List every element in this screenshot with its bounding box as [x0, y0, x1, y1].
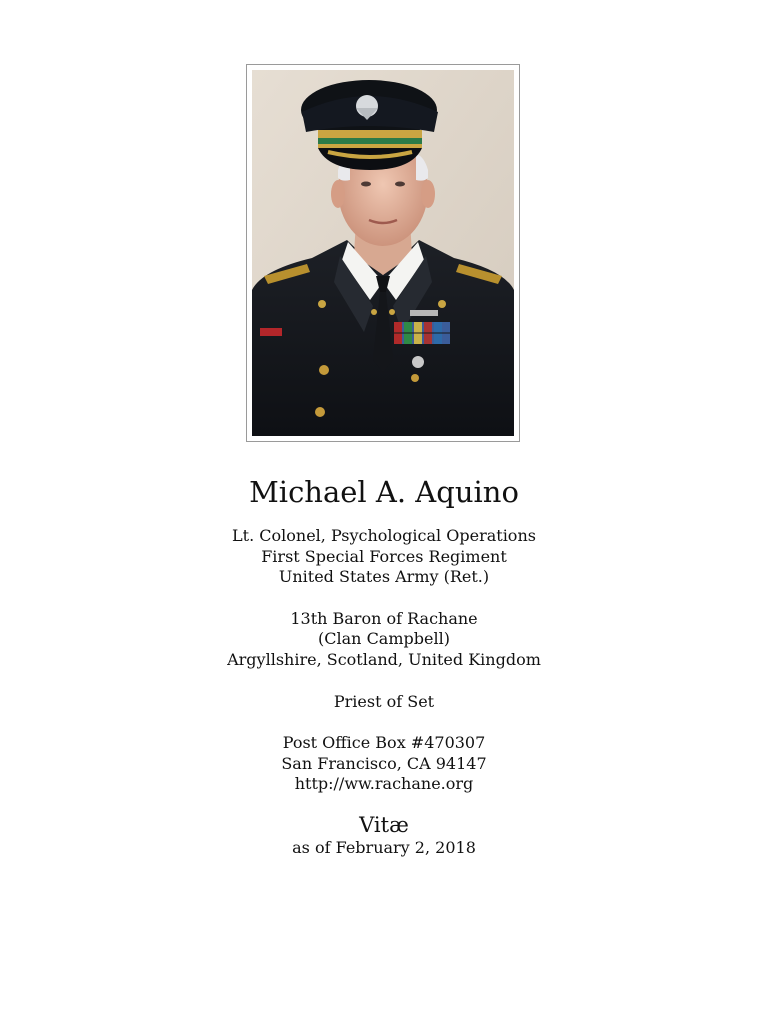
vitae-block: [0, 812, 768, 858]
role-line: Priest of Set: [333, 691, 435, 711]
cover-text-block: [0, 472, 768, 879]
service-line: United States Army (Ret.): [278, 567, 490, 587]
role-block: [0, 692, 768, 713]
title-block: [0, 609, 768, 671]
city-line: San Francisco, CA 94147: [281, 753, 487, 773]
portrait-photo: [252, 70, 514, 436]
barony-line: 13th Baron of Rachane: [290, 608, 478, 628]
clan-line: (Clan Campbell): [318, 629, 450, 649]
po-box-line: Post Office Box #470307: [282, 733, 486, 753]
regiment-line: First Special Forces Regiment: [261, 546, 507, 566]
author-name: Michael A. Aquino: [249, 475, 519, 509]
portrait-frame: [246, 64, 520, 442]
vitae-title: Vitæ: [359, 812, 409, 837]
location-line: Argyllshire, Scotland, United Kingdom: [227, 649, 541, 669]
vitae-date: as of February 2, 2018: [292, 837, 476, 857]
contact-block: [0, 733, 768, 795]
rank-line: Lt. Colonel, Psychological Operations: [232, 526, 536, 545]
website-line: http://ww.rachane.org: [294, 774, 474, 794]
rank-block: [0, 526, 768, 588]
